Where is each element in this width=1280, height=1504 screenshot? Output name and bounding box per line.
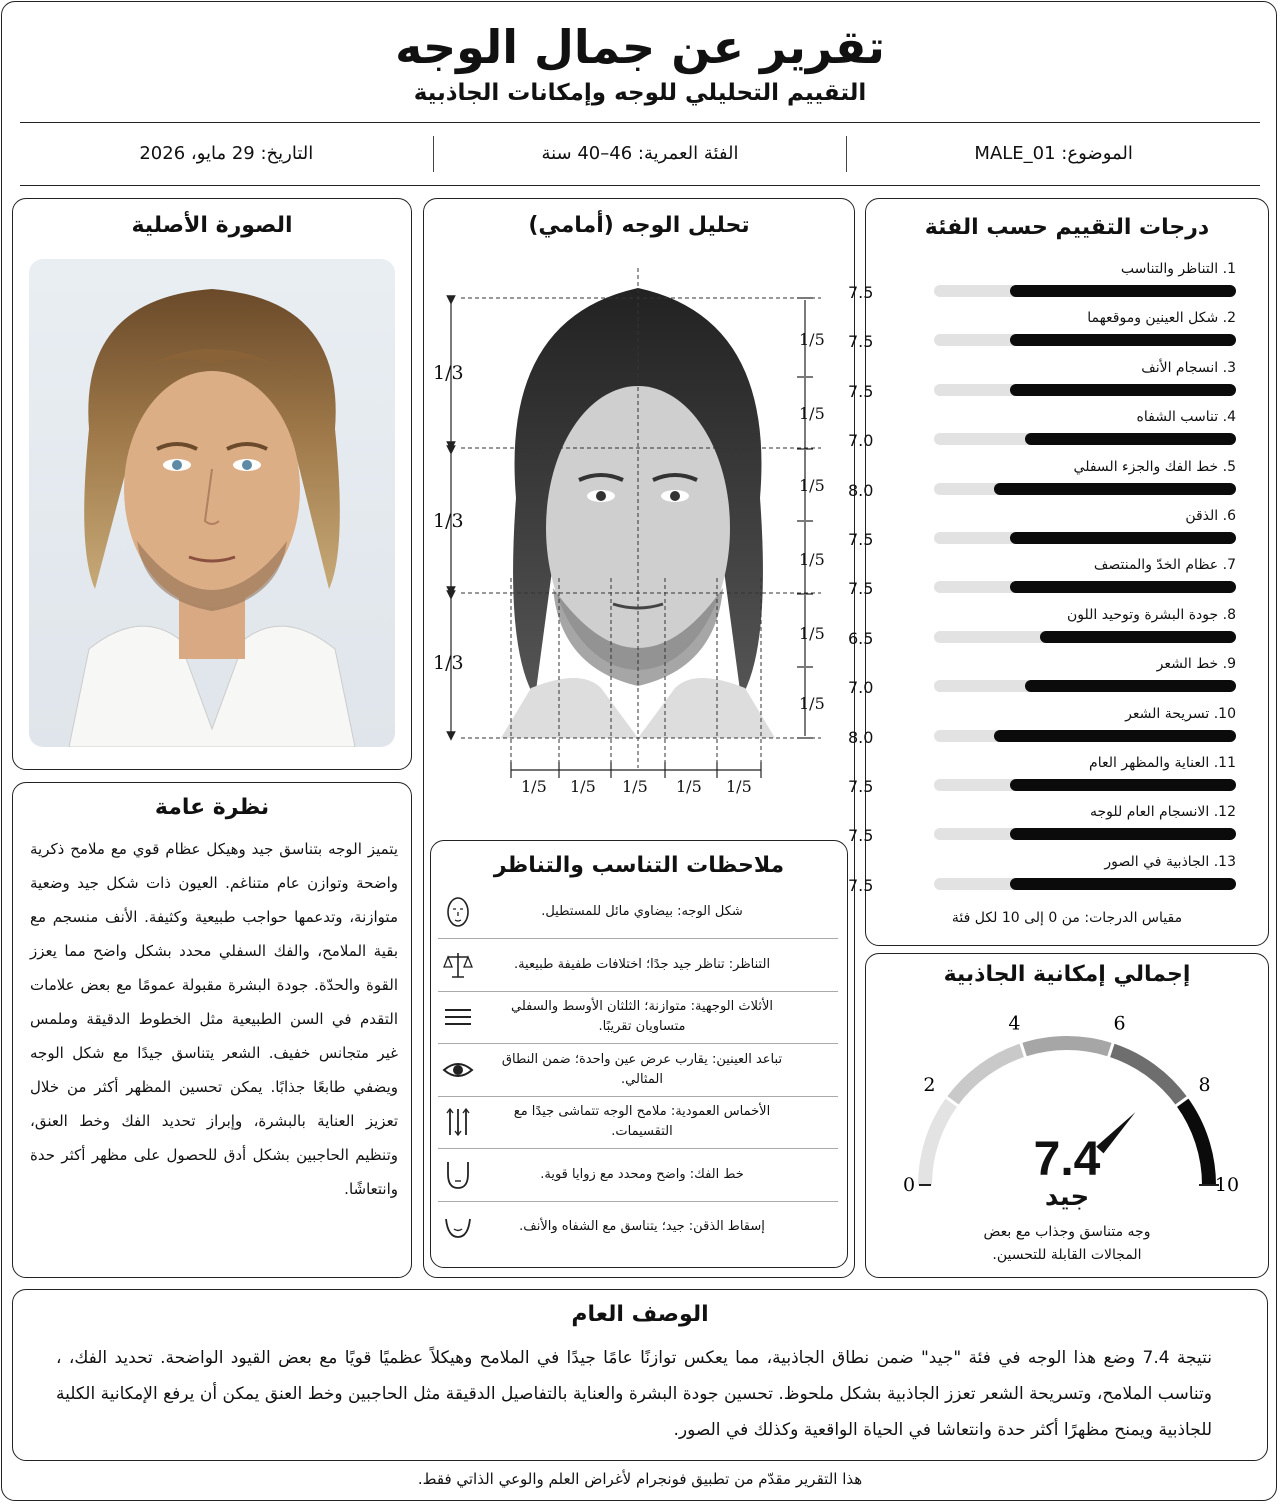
fifth-label-right: 1/5 xyxy=(799,694,825,713)
score-bar-track xyxy=(934,680,1236,692)
footer-disclaimer: هذا التقرير مقدّم من تطبيق فونجرام لأغراض العلم والوعي الذاتي فقط. xyxy=(417,1470,863,1488)
score-row xyxy=(848,458,1236,509)
gauge-tick-label: 2 xyxy=(923,1074,936,1097)
note-row xyxy=(438,1149,838,1202)
gauge-segment xyxy=(952,1050,1023,1102)
score-label: 2. شكل العينين وموقعهما xyxy=(1087,310,1236,327)
score-bar-track xyxy=(934,285,1236,297)
report-title: تقرير عن جمال الوجه xyxy=(395,20,885,74)
score-value: 7.5 xyxy=(848,283,874,302)
score-bar-fill xyxy=(994,730,1236,742)
score-bar-fill xyxy=(1010,779,1237,791)
score-value: 6.5 xyxy=(848,628,874,648)
jawline-icon xyxy=(442,1159,474,1191)
note-text: تباعد العينين: يقارب عرض عين واحدة؛ ضمن النطاق المثالي. xyxy=(501,1051,783,1087)
date-field: التاريخ: 29 مايو، 2026 xyxy=(139,143,314,164)
score-value: 7.5 xyxy=(848,579,874,599)
score-label: 8. جودة البشرة وتوحيد اللون xyxy=(1067,606,1236,623)
notes-panel-title: ملاحظات التناسب والتناظر xyxy=(493,853,785,878)
fifth-label-right: 1/5 xyxy=(799,550,825,569)
score-label: 11. العناية والمظهر العام xyxy=(1089,755,1236,771)
score-label: 6. الذقن xyxy=(1185,508,1236,524)
score-bar-fill xyxy=(1010,334,1237,346)
fifth-label-right: 1/5 xyxy=(799,476,825,495)
note-row xyxy=(438,886,838,939)
overview-panel-title: نظرة عامة xyxy=(154,795,270,820)
gauge-segment xyxy=(1023,1043,1111,1050)
age-field: الفئة العمرية: 46–40 سنة xyxy=(433,136,847,172)
score-bar-track xyxy=(934,532,1236,544)
fifth-label-bottom: 1/5 xyxy=(726,777,752,796)
score-bar-fill xyxy=(1025,433,1236,445)
summary-panel-title: الوصف العام xyxy=(571,1302,709,1327)
note-text: خط الفك: واضح ومحدد مع زوايا قوية. xyxy=(540,1166,744,1182)
face-outline-icon xyxy=(442,896,474,928)
score-row xyxy=(848,310,1236,360)
score-value: 7.0 xyxy=(848,431,874,451)
note-row xyxy=(438,1044,838,1097)
score-value: 7.5 xyxy=(848,875,874,895)
gauge-caption-line2: المجالات القابلة للتحسين. xyxy=(992,1247,1142,1263)
score-row xyxy=(848,261,1236,311)
note-text: إسقاط الذقن: جيد؛ يتناسق مع الشفاه والأنف. xyxy=(519,1219,765,1234)
fifth-label-bottom: 1/5 xyxy=(676,777,702,796)
score-bar-track xyxy=(934,334,1236,346)
score-bar-fill xyxy=(1010,581,1237,593)
score-bar-track xyxy=(934,384,1236,396)
score-row xyxy=(848,606,1236,657)
note-text: شكل الوجه: بيضاوي مائل للمستطيل. xyxy=(541,904,743,919)
note-row xyxy=(438,1096,838,1149)
gauge-caption-line1: وجه متناسق وجذاب مع بعض xyxy=(983,1224,1151,1240)
score-bar-track xyxy=(934,828,1236,840)
score-bar-track xyxy=(934,631,1236,643)
score-bar-fill xyxy=(1010,384,1237,396)
score-label: 12. الانسجام العام للوجه xyxy=(1090,804,1236,821)
score-label: 10. تسريحة الشعر xyxy=(1125,705,1236,722)
analysis-panel-title: تحليل الوجه (أمامي) xyxy=(528,213,750,238)
score-label: 1. التناظر والتناسب xyxy=(1120,261,1236,277)
subject-field: الموضوع: MALE_01 xyxy=(846,136,1260,172)
gauge-tick-label: 8 xyxy=(1198,1074,1211,1097)
scale-note: مقياس الدرجات: من 0 إلى 10 لكل فئة xyxy=(951,910,1183,926)
gauge-tick-label: 4 xyxy=(1008,1012,1021,1035)
score-bar-fill xyxy=(1010,878,1237,890)
score-value: 7.5 xyxy=(848,381,874,401)
score-value: 7.5 xyxy=(848,777,874,796)
gauge-panel-title: إجمالي إمكانية الجاذبية xyxy=(943,962,1191,987)
chin-icon xyxy=(442,1211,474,1243)
face-analysis-diagram xyxy=(423,258,855,788)
fifth-label-bottom: 1/5 xyxy=(622,777,648,796)
score-bar-track xyxy=(934,730,1236,742)
scores-panel-title: درجات التقييم حسب الفئة xyxy=(924,215,1210,240)
score-row xyxy=(848,804,1236,854)
score-value: 7.0 xyxy=(848,678,874,698)
note-text: الأثلاث الوجهية: متوازنة؛ الثلثان الأوسط والسفلي متساويان تقريبًا. xyxy=(510,999,774,1034)
score-value: 7.5 xyxy=(848,332,874,352)
gauge-segment xyxy=(1111,1050,1182,1102)
gauge-tick-label: 10 xyxy=(1214,1174,1240,1196)
overview-text: يتميز الوجه بتناسق جيد وهيكل عظام قوي مع ملامح ذكرية واضحة وتوازن عام متناغم. العيون ذات شكل جيد وضعية متوازنة، وتدعمها حواجب طبيعية وكثيفة. الأنف منسجم مع بقية الملامح، والفك السفلي محدد بشكل واضح مما يعزز القوة والحدّة. جودة البشرة مقبولة عمومًا مع بعض علامات التقدم في السن الطبيعية مثل الخطوط الدقيقة وملمس غير متجانس خفيف. الشعر يتناسق جيدًا مع شكل الوجه ويضفي طابعًا جذابًا. يمكن تحسين المظهر أكثر من خلال تعزيز العناية بالبشرة، وإبراز تحديد الفك وخط العنق، وتنظيم الحاجبين بشكل أدق للحصول على مظهر أكثر حدة وانتعاشًا. xyxy=(30,840,398,1198)
score-bar-track xyxy=(934,581,1236,593)
note-text: الأخماس العمودية: ملامح الوجه تتماشى جيدًا مع التقسيمات. xyxy=(513,1104,771,1139)
score-label: 4. تناسب الشفاه xyxy=(1136,409,1236,426)
third-label-middle: 1/3 xyxy=(433,510,464,532)
score-bar-track xyxy=(934,878,1236,890)
score-label: 5. خط الفك والجزء السفلي xyxy=(1073,458,1236,475)
gauge-tick-label: 6 xyxy=(1113,1012,1126,1035)
score-row xyxy=(848,656,1236,706)
fifth-label-right: 1/5 xyxy=(799,330,825,349)
report-subtitle: التقييم التحليلي للوجه وإمكانات الجاذبية xyxy=(413,80,867,106)
score-bar-fill xyxy=(1010,532,1237,544)
score-value: 7.5 xyxy=(848,530,874,549)
score-label: 7. عظام الخدّ والمنتصف xyxy=(1093,557,1236,574)
fifth-label-bottom: 1/5 xyxy=(570,777,596,796)
score-label: 9. خط الشعر xyxy=(1156,656,1236,673)
fifth-label-right: 1/5 xyxy=(799,624,825,643)
horizontal-lines-icon xyxy=(442,1001,474,1033)
score-row xyxy=(848,557,1236,607)
gauge-tick-label: 0 xyxy=(902,1174,916,1196)
fifth-label-right: 1/5 xyxy=(799,404,825,423)
note-row xyxy=(438,939,838,992)
score-row xyxy=(848,508,1236,558)
vertical-arrows-icon xyxy=(442,1106,474,1138)
balance-scale-icon xyxy=(442,949,474,981)
gauge-value: 7.4 xyxy=(1033,1133,1101,1186)
score-row xyxy=(848,705,1236,756)
score-label: 3. انسجام الأنف xyxy=(1141,359,1236,376)
score-value: 8.0 xyxy=(848,727,874,747)
eye-icon xyxy=(442,1054,474,1086)
score-value: 7.5 xyxy=(848,826,874,846)
score-bar-track xyxy=(934,779,1236,791)
gauge-rating: جيد xyxy=(1044,1182,1090,1212)
photo-panel xyxy=(12,198,412,770)
score-row xyxy=(848,409,1236,459)
scores-panel xyxy=(848,198,1269,946)
fifth-label-bottom: 1/5 xyxy=(521,777,547,796)
score-bar-fill xyxy=(1010,285,1237,297)
score-label: 13. الجاذبية في الصور xyxy=(1104,853,1236,870)
score-row xyxy=(848,755,1236,805)
third-label-lower: 1/3 xyxy=(433,652,464,674)
meta-bar xyxy=(20,122,1260,186)
score-bar-fill xyxy=(1025,680,1236,692)
note-text: التناظر: تناظر جيد جدًا؛ اختلافات طفيفة طبيعية. xyxy=(513,956,771,972)
score-bar-track xyxy=(934,433,1236,445)
score-bar-fill xyxy=(1040,631,1236,643)
score-bar-fill xyxy=(1010,828,1237,840)
score-row xyxy=(848,853,1236,904)
portrait-photo xyxy=(29,259,395,747)
note-row xyxy=(438,991,838,1044)
score-bar-fill xyxy=(994,483,1236,495)
note-row xyxy=(438,1201,838,1253)
summary-text: نتيجة 7.4 وضع هذا الوجه في فئة "جيد" ضمن نطاق الجاذبية، مما يعكس توازنًا عامًا جيدًا في الملامح وهيكلاً عظميًا قويًا مع بعض القيود الواضحة. تحديد الفك، ، وتناسب الملامح، وتسريحة الشعر تعزز الجاذبية بشكل ملحوظ. تحسين جودة البشرة والعناية بالتفاصيل الدقيقة مثل الحاجبين وخط العنق يمكن أن يرفع الإمكانية الكلية للجاذبية ويمنح مظهرًا أكثر حدة وانتعاشا في الحياة الواقعية وكذلك في الصور. xyxy=(56,1348,1212,1440)
score-value: 8.0 xyxy=(848,480,874,500)
score-row xyxy=(848,359,1236,410)
score-bar-track xyxy=(934,483,1236,495)
photo-panel-title: الصورة الأصلية xyxy=(131,213,293,238)
third-label-upper: 1/3 xyxy=(433,362,464,384)
